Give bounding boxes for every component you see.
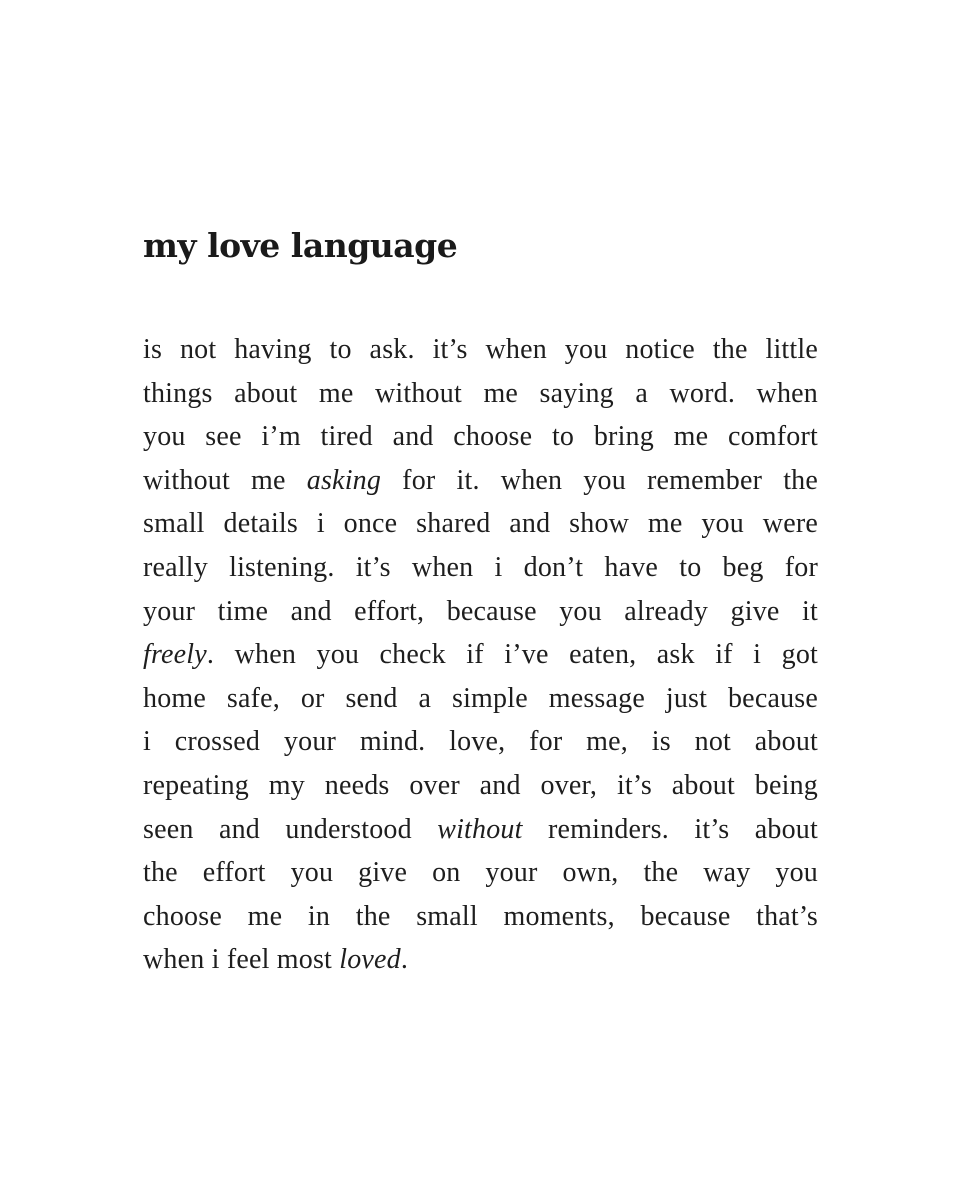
poem-line bbox=[143, 372, 818, 416]
line-text: the effort you give on your own, the way you bbox=[143, 857, 818, 889]
poem-line bbox=[143, 938, 818, 982]
poem-line bbox=[143, 502, 818, 546]
line-text: seen and understood bbox=[143, 813, 438, 845]
poem-line bbox=[143, 590, 818, 634]
line-text: small details i once shared and show me you were bbox=[143, 508, 818, 540]
poem-line bbox=[143, 633, 818, 677]
emphasized-text: asking bbox=[306, 464, 382, 496]
line-text: i crossed your mind. love, for me, is not about bbox=[143, 726, 818, 758]
poem-line bbox=[143, 328, 818, 372]
line-text: home safe, or send a simple message just because bbox=[143, 682, 818, 714]
line-text: things about me without me saying a word. when bbox=[143, 377, 818, 409]
line-text: choose me in the small moments, because that’s bbox=[143, 900, 818, 932]
line-text: repeating my needs over and over, it’s about being bbox=[143, 769, 818, 801]
line-text: really listening. it’s when i don’t have to beg for bbox=[143, 551, 818, 583]
line-text: for it. when you remember the bbox=[381, 464, 818, 496]
line-text: reminders. it’s about bbox=[522, 813, 818, 845]
line-text: your time and effort, because you already give it bbox=[143, 595, 818, 627]
line-text: without me bbox=[143, 464, 307, 496]
emphasized-text: without bbox=[437, 813, 523, 845]
poem-line bbox=[143, 720, 818, 764]
poem-body bbox=[143, 328, 818, 982]
poem-line bbox=[143, 459, 818, 503]
poem-line bbox=[143, 546, 818, 590]
line-text: is not having to ask. it’s when you notice the little bbox=[143, 334, 818, 365]
emphasized-text: freely bbox=[143, 639, 207, 671]
line-text: when i feel most bbox=[143, 944, 340, 976]
poem-line bbox=[143, 851, 818, 895]
poem-line bbox=[143, 808, 818, 852]
poem-line bbox=[143, 415, 818, 459]
poem-line bbox=[143, 764, 818, 808]
poem-line bbox=[143, 895, 818, 939]
line-text: you see i’m tired and choose to bring me comfort bbox=[143, 421, 818, 453]
line-text: . bbox=[400, 944, 409, 976]
emphasized-text: loved bbox=[339, 944, 401, 976]
poem-line bbox=[143, 677, 818, 721]
line-text: . when you check if i’ve eaten, ask if i got bbox=[206, 639, 818, 671]
poem-title: my love language bbox=[143, 226, 458, 265]
